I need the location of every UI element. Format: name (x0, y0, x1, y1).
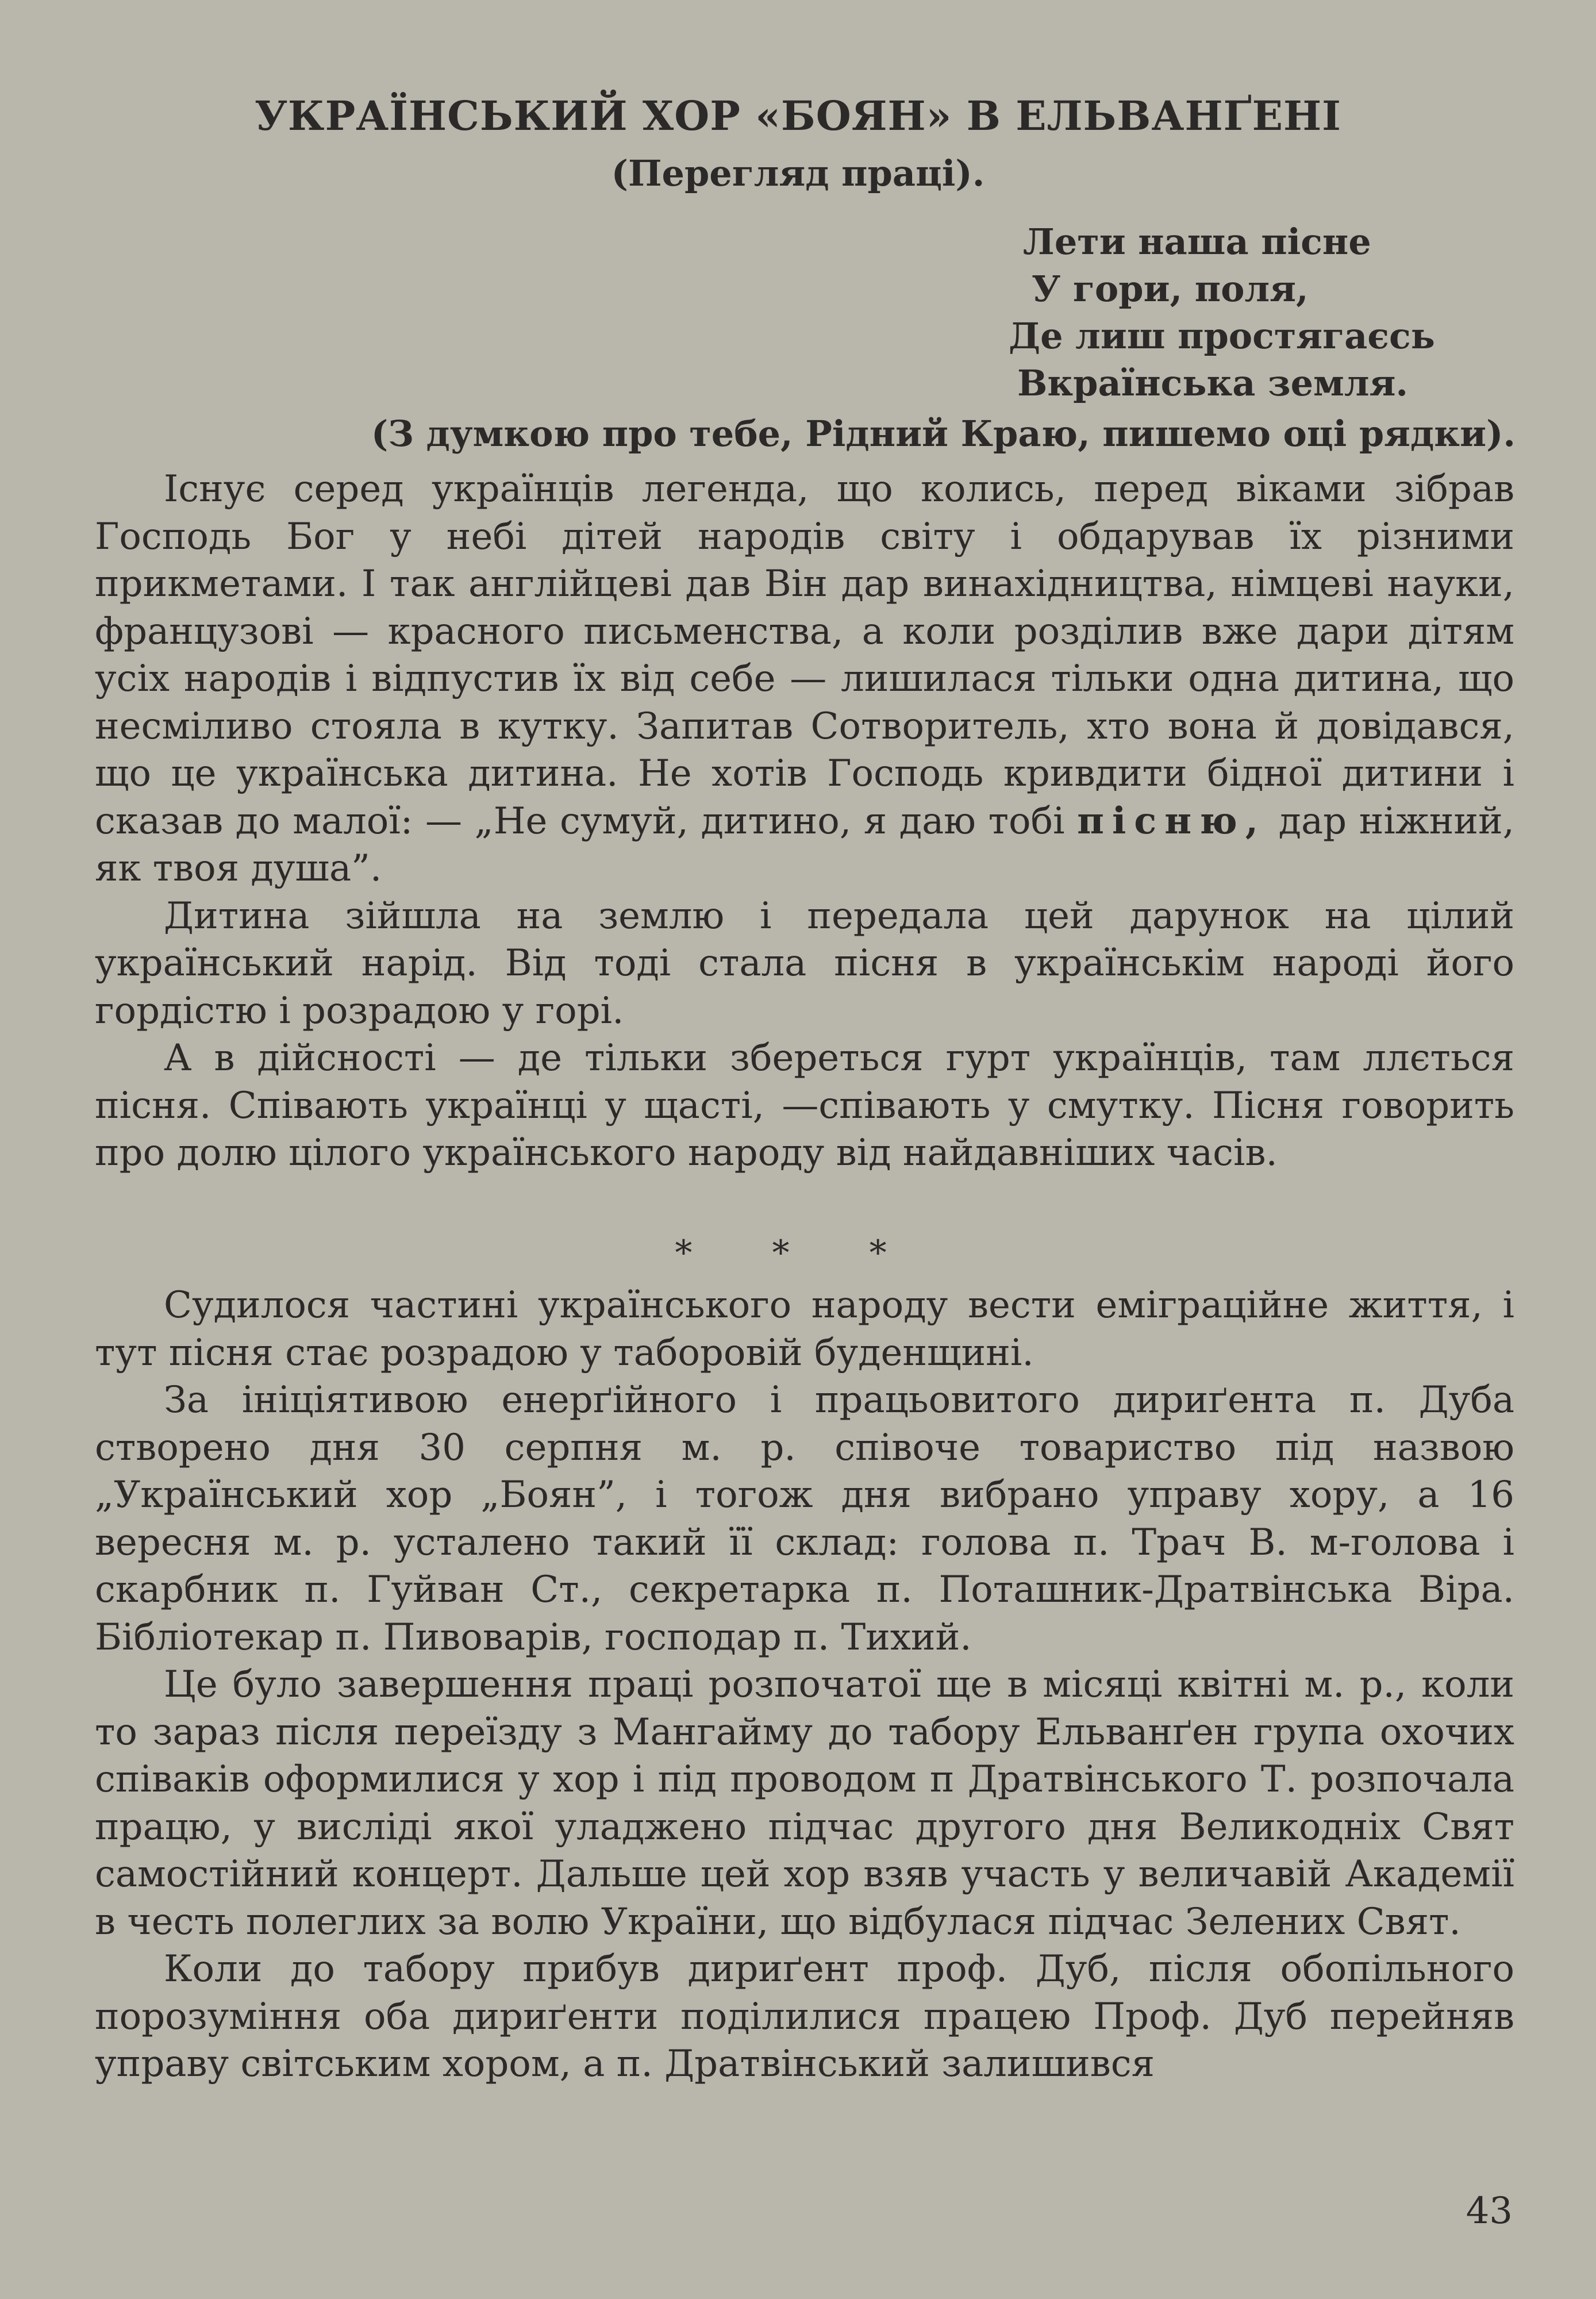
page-number: 43 (1466, 2190, 1513, 2232)
section-one (95, 466, 1514, 1177)
paragraph-text: Існує серед українців легенда, що колись, перед віками зібрав Господь Бог у небі дітей народів світу і обдарував їх різними прикметами. І так англійцеві дав Він дар винахідництва, німцеві науки, французові — красного письменства, а коли розділив вже дари дітям усіх народів і відпустив їх від себе — лишилася тільки одна дитина, що несміливо стояла в кутку. Запитав Сотворитель, хто вона й довідався, що це українська дитина. Не хотів Господь кривдити бідної дитини і сказав до малої: — „Не сумуй, дитино, я даю тобі (95, 468, 1514, 843)
epigraph-line: Де лиш простягаєсь (1009, 315, 1435, 357)
paragraph: Судилося частині українського народу вести еміграційне життя, і тут пісня стає розрадою у таборовій буденщині. (95, 1284, 1514, 1374)
article-title: УКРАЇНСЬКИЙ ХОР «БОЯН» В ЕЛЬВАНҐЕНІ (255, 92, 1341, 140)
epigraph-line: У гори, поля, (1032, 268, 1309, 310)
emphasized-word: пісню, (1077, 799, 1266, 843)
section-two (95, 1282, 1514, 2088)
paragraph-text: дар ніжний, як твоя душа”. (95, 799, 1515, 890)
epigraph-line: Вкраїнська земля. (1017, 362, 1408, 404)
section-separator: * * * (675, 1233, 921, 1273)
paragraph: А в дійсності — де тільки збереться гурт українців, там ллється пісня. Співають українці у щасті, —співають у смутку. Пісня говорить про долю цілого українського народу від найдавніших часів. (95, 1037, 1514, 1174)
article-subtitle: (Перегляд праці). (611, 152, 985, 194)
paragraph: За ініціятивою енерґійного і працьовитого дириґента п. Дуба створено дня 30 серпня м. р. співоче товариство під назвою „Український хор „Боян”, і тогож дня вибрано управу хору, а 16 вересня м. р. усталено такий її склад: голова п. Трач В. м-голова і скарбник п. Гуйван Ст., секретарка п. Поташник-Дратвінська Віра. Бібліотекар п. Пивоварів, господар п. Тихий. (95, 1379, 1514, 1659)
paragraph: Це було завершення праці розпочатої ще в місяці квітні м. р., коли то зараз після переїзду з Мангайму до табору Ельванґен група охочих співаків оформилися у хор і під проводом п Дратвінського Т. розпочала працю, у висліді якої уладжено підчас другого дня Великодніх Свят самостійний концерт. Дальше цей хор взяв участь у величавій Академії в честь полеглих за волю України, що відбулася підчас Зелених Свят. (95, 1663, 1514, 1943)
paragraph: Коли до табору прибув дириґент проф. Дуб, після обопільного порозуміння оба дириґенти поділилися працею Проф. Дуб перейняв управу світським хором, а п. Дратвінський залишився (95, 1948, 1514, 2085)
epigraph-line: Лети наша пісне (1023, 221, 1371, 263)
paragraph: Дитина зійшла на землю і передала цей дарунок на цілий український нарід. Від тоді стала пісня в українськім народі його гордістю і розрадою у горі. (95, 894, 1514, 1032)
epigraph (0, 218, 1435, 407)
dedication: (З думкою про тебе, Рідний Краю, пишемо оці рядки). (371, 413, 1516, 455)
paragraph (95, 466, 1514, 893)
